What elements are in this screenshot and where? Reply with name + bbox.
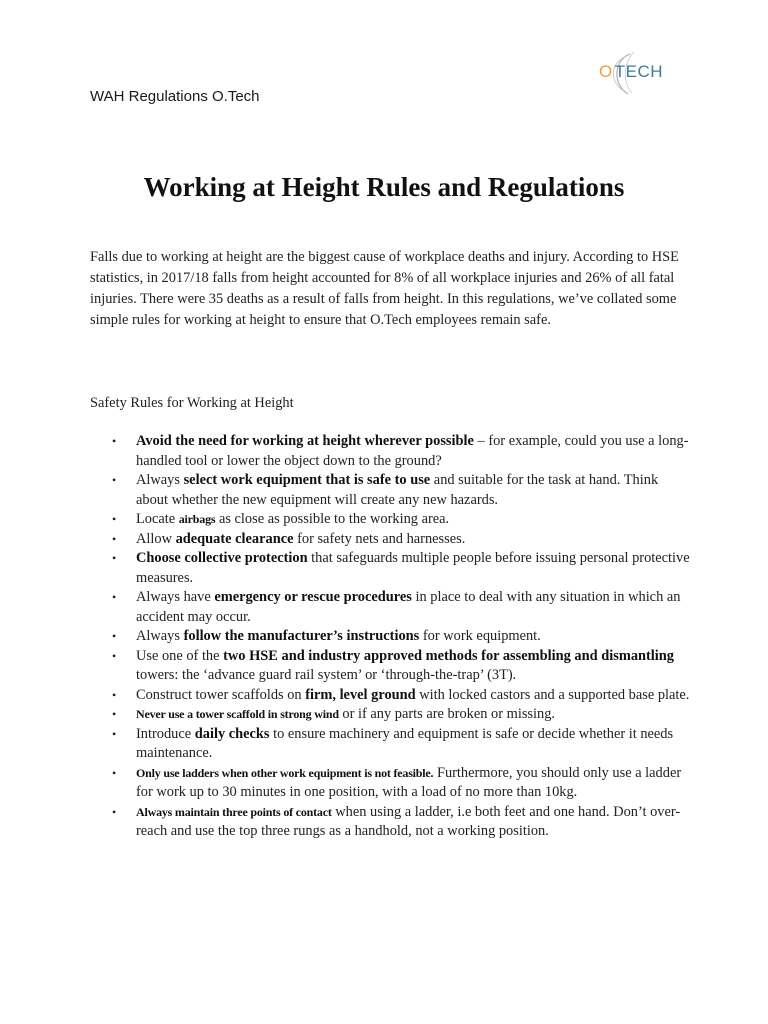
rule-emphasis: Always maintain three points of contact	[136, 804, 332, 819]
rule-emphasis: airbags	[178, 512, 216, 526]
rule-emphasis: select work equipment that is safe to use	[183, 472, 431, 488]
rule-tail: as close as possible to the working area.	[215, 511, 450, 527]
rule-tail: with locked castors and a supported base plate.	[415, 686, 690, 703]
bullet-icon: •	[112, 551, 117, 565]
rule-tail: – for example, could you use a long-handled tool or lower the object down to the ground?	[136, 433, 689, 469]
list-item	[90, 510, 690, 530]
rule-lead: Locate	[136, 511, 179, 527]
list-item	[90, 627, 690, 647]
bullet-icon: •	[112, 629, 117, 643]
rule-emphasis: emergency or rescue procedures	[214, 589, 412, 605]
list-item	[90, 647, 690, 686]
rule-emphasis: Choose collective protection	[136, 550, 308, 566]
list-item	[90, 471, 690, 510]
rule-tail: to ensure machinery and equipment is safe or decide whether it needs maintenance.	[136, 725, 674, 761]
logo-tech: TECH	[614, 62, 664, 81]
rule-tail: when using a ladder, i.e both feet and one hand. Don’t over-reach and use the top three rungs as a handhold, not a working position.	[136, 803, 681, 839]
bullet-icon: •	[112, 473, 117, 487]
page-title: Working at Height Rules and Regulations	[143, 172, 625, 202]
rule-lead: Always	[136, 628, 184, 644]
logo-letter-o: O	[599, 62, 613, 81]
rule-emphasis: adequate clearance	[175, 530, 294, 547]
bullet-icon: •	[112, 590, 117, 604]
rule-tail: for work equipment.	[419, 628, 541, 644]
list-item	[90, 588, 690, 627]
rule-lead: Introduce	[136, 725, 195, 742]
section-heading: Safety Rules for Working at Height	[90, 395, 294, 411]
intro-paragraph: Falls due to working at height are the biggest cause of workplace deaths and injury. According to HSE statistics, in 2017/18 falls from height accounted for 8% of all workplace injuries and 26% of all fatal injuries. There were 35 deaths as a result of falls from height. In this regulations, we’ve collated some simple rules for working at height to ensure that O.Tech employees remain safe.	[90, 249, 679, 328]
rule-tail: and suitable for the task at hand. Think about whether the new equipment will create any new hazards.	[136, 472, 659, 508]
bullet-icon: •	[112, 707, 117, 721]
rule-lead: Allow	[136, 530, 176, 547]
rule-tail: or if any parts are broken or missing.	[338, 706, 556, 722]
bullet-icon: •	[112, 434, 117, 448]
rule-tail: in place to deal with any situation in which an accident may occur.	[136, 589, 681, 625]
rule-emphasis: follow the manufacturer’s instructions	[183, 628, 420, 644]
logo-wordmark	[599, 62, 663, 82]
rule-lead: Always have	[136, 589, 215, 605]
otech-logo	[596, 50, 686, 96]
list-item	[90, 549, 690, 588]
list-item	[90, 432, 690, 471]
bullet-icon: •	[112, 687, 117, 702]
list-item	[90, 705, 690, 725]
bullet-icon: •	[112, 648, 117, 663]
rule-tail: Furthermore, you should only use a ladder for work up to 30 minutes in one position, with a load of no more than 10kg.	[136, 764, 682, 800]
bullet-icon: •	[112, 531, 117, 546]
rule-lead: Use one of the	[136, 647, 224, 664]
rule-emphasis: two HSE and industry approved methods for assembling and dismantling	[223, 647, 675, 664]
list-item	[90, 530, 690, 550]
rule-tail: for safety nets and harnesses.	[293, 530, 466, 547]
rule-emphasis: Never use a tower scaffold in strong wind	[136, 707, 339, 721]
list-item	[90, 686, 690, 706]
rule-emphasis: firm, level ground	[305, 686, 416, 703]
rule-emphasis: Only use ladders when other work equipment is not feasible.	[136, 765, 434, 780]
bullet-icon: •	[112, 726, 117, 741]
bullet-icon: •	[112, 512, 117, 526]
list-item	[90, 803, 690, 842]
rule-emphasis: Avoid the need for working at height wherever possible	[136, 433, 474, 449]
rule-tail: towers: the ‘advance guard rail system’ or ‘through-the-trap’ (3T).	[136, 667, 517, 683]
list-item	[90, 725, 690, 764]
bullet-icon: •	[112, 804, 117, 819]
rule-tail: that safeguards multiple people before issuing personal protective measures.	[136, 550, 690, 586]
rule-lead: Construct tower scaffolds on	[136, 686, 306, 703]
bullet-icon: •	[112, 765, 117, 780]
safety-rules-list	[90, 432, 690, 842]
list-item	[90, 764, 690, 803]
header-title: WAH Regulations O.Tech	[90, 88, 260, 105]
rule-emphasis: daily checks	[194, 725, 270, 742]
rule-lead: Always	[136, 472, 184, 488]
